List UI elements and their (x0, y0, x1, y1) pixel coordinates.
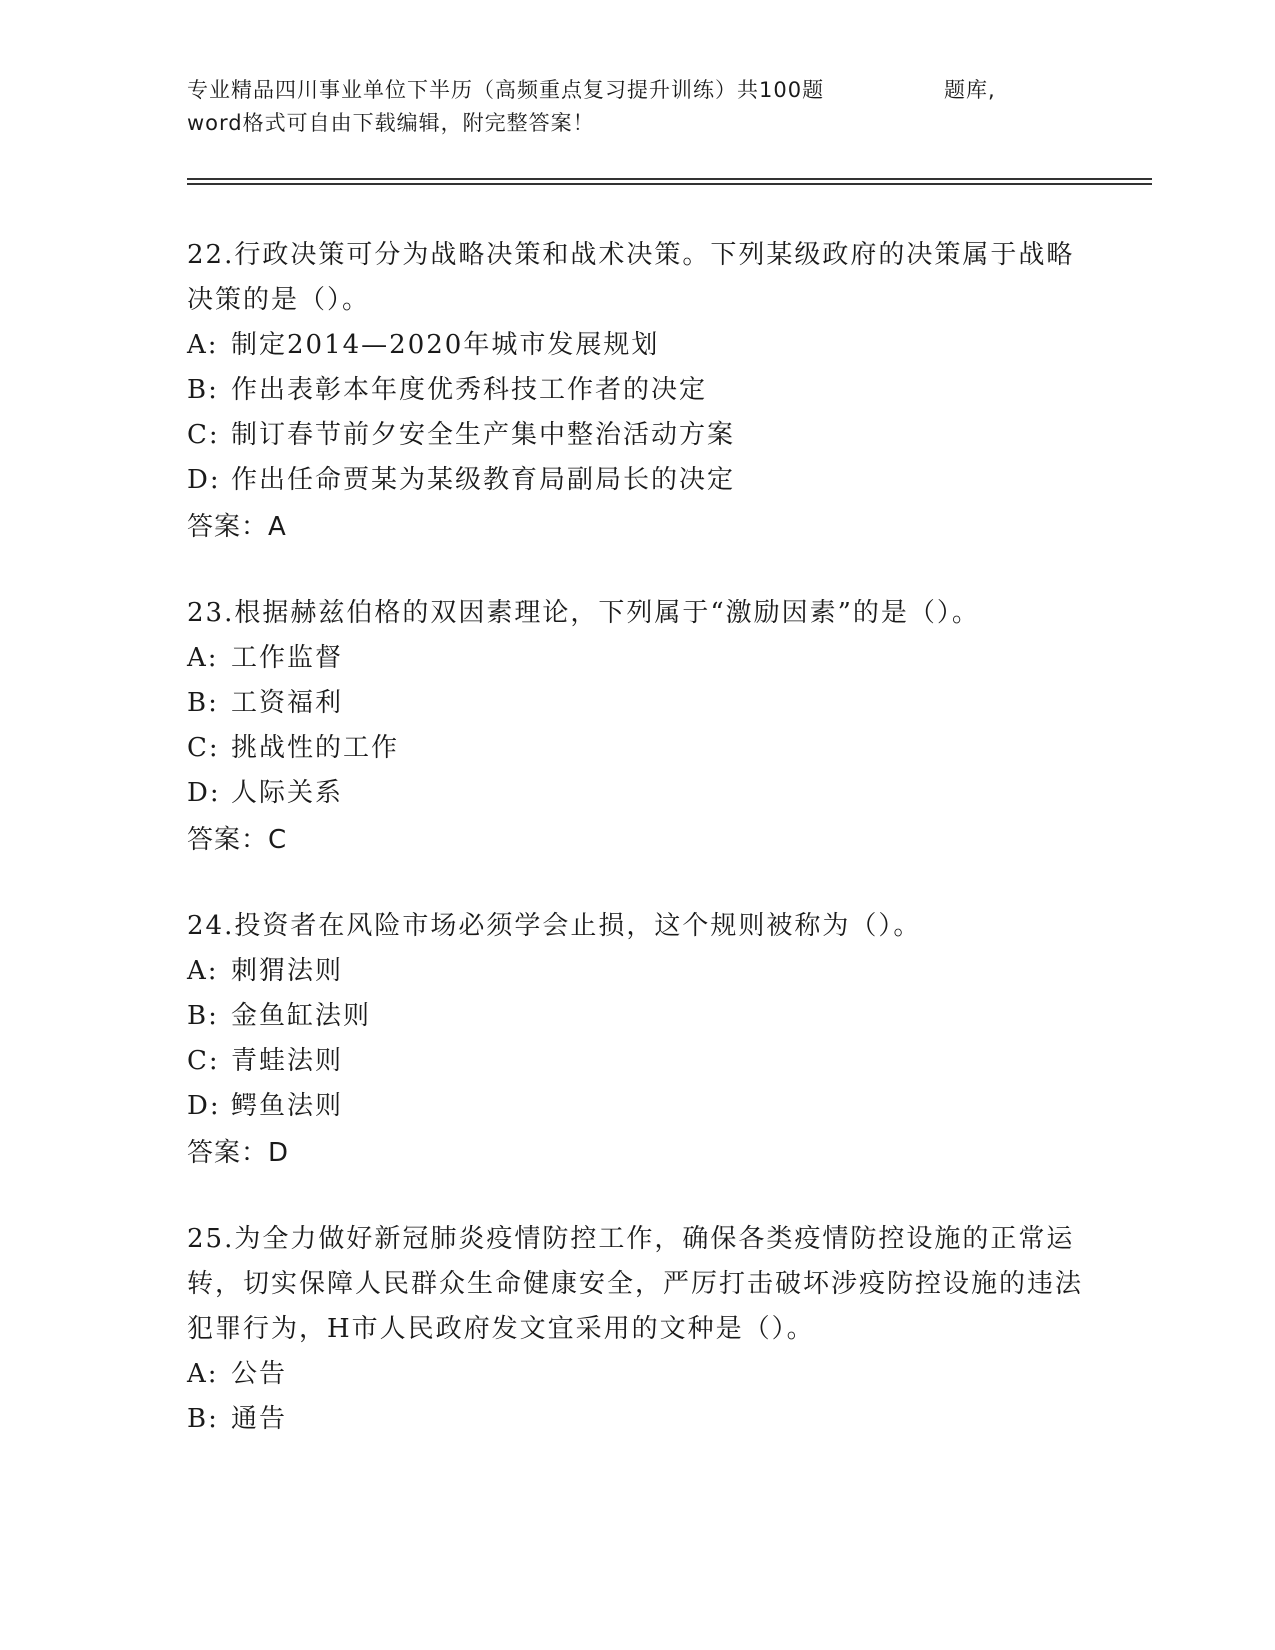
answer-line: 答案：A (187, 512, 287, 542)
option-key: A: (187, 1359, 219, 1389)
option-a (187, 636, 1087, 681)
question-item (187, 904, 1087, 1177)
option-a (187, 323, 1087, 368)
option-d (187, 1084, 1087, 1129)
option-key: A: (187, 956, 219, 986)
option-b (187, 1397, 1087, 1442)
option-text: 刺猬法则 (231, 956, 344, 986)
header-title: 专业精品四川事业单位下半历（高频重点复习提升训练）共100题 (187, 78, 825, 102)
option-b (187, 994, 1087, 1039)
option-c (187, 726, 1087, 771)
option-text: 挑战性的工作 (231, 733, 400, 763)
option-text: 人际关系 (231, 778, 344, 808)
answer-line: 答案：C (187, 825, 288, 855)
option-text: 通告 (231, 1404, 288, 1434)
option-text: 工作监督 (231, 643, 344, 673)
question-item (187, 1217, 1087, 1442)
option-key: D: (187, 778, 221, 808)
option-key: C: (187, 420, 220, 450)
option-d (187, 458, 1087, 503)
option-key: B: (187, 1001, 219, 1031)
option-key: B: (187, 688, 219, 718)
question-stem: 25.为全力做好新冠肺炎疫情防控工作，确保各类疫情防控设施的正常运转，切实保障人民群众生命健康安全，严厉打击破坏涉疫防控设施的违法犯罪行为，H市人民政府发文宜采用的文种是（）。 (187, 1224, 1084, 1344)
option-a (187, 949, 1087, 994)
question-stem: 22.行政决策可分为战略决策和战术决策。下列某级政府的决策属于战略决策的是（）。 (187, 240, 1075, 315)
header-divider-top (187, 178, 1152, 180)
option-key: B: (187, 375, 219, 405)
option-b (187, 368, 1087, 413)
option-text: 鳄鱼法则 (231, 1091, 344, 1121)
option-key: B: (187, 1404, 219, 1434)
header-title-suffix: 题库, (944, 78, 996, 102)
option-key: D: (187, 1091, 221, 1121)
option-key: C: (187, 1046, 220, 1076)
option-key: A: (187, 643, 219, 673)
option-text: 制订春节前夕安全生产集中整治活动方案 (231, 420, 736, 450)
option-c (187, 413, 1087, 458)
question-list (187, 233, 1087, 1482)
answer-line: 答案：D (187, 1138, 290, 1168)
option-c (187, 1039, 1087, 1084)
option-text: 金鱼缸法则 (231, 1001, 372, 1031)
option-a (187, 1352, 1087, 1397)
header-subtitle: word格式可自由下载编辑，附完整答案！ (187, 111, 595, 135)
option-text: 工资福利 (231, 688, 344, 718)
question-item (187, 233, 1087, 551)
page-header (187, 74, 1067, 140)
option-text: 制定2014—2020年城市发展规划 (231, 330, 660, 360)
option-key: C: (187, 733, 220, 763)
header-divider-bottom (187, 183, 1152, 185)
option-text: 作出表彰本年度优秀科技工作者的决定 (231, 375, 708, 405)
option-key: D: (187, 465, 221, 495)
option-text: 作出任命贾某为某级教育局副局长的决定 (231, 465, 736, 495)
option-b (187, 681, 1087, 726)
question-stem: 23.根据赫兹伯格的双因素理论，下列属于“激励因素”的是（）。 (187, 598, 980, 628)
question-stem: 24.投资者在风险市场必须学会止损，这个规则被称为（）。 (187, 911, 922, 941)
option-text: 青蛙法则 (231, 1046, 344, 1076)
header-line-1 (187, 74, 1067, 107)
option-d (187, 771, 1087, 816)
option-key: A: (187, 330, 219, 360)
option-text: 公告 (231, 1359, 288, 1389)
question-item (187, 591, 1087, 864)
